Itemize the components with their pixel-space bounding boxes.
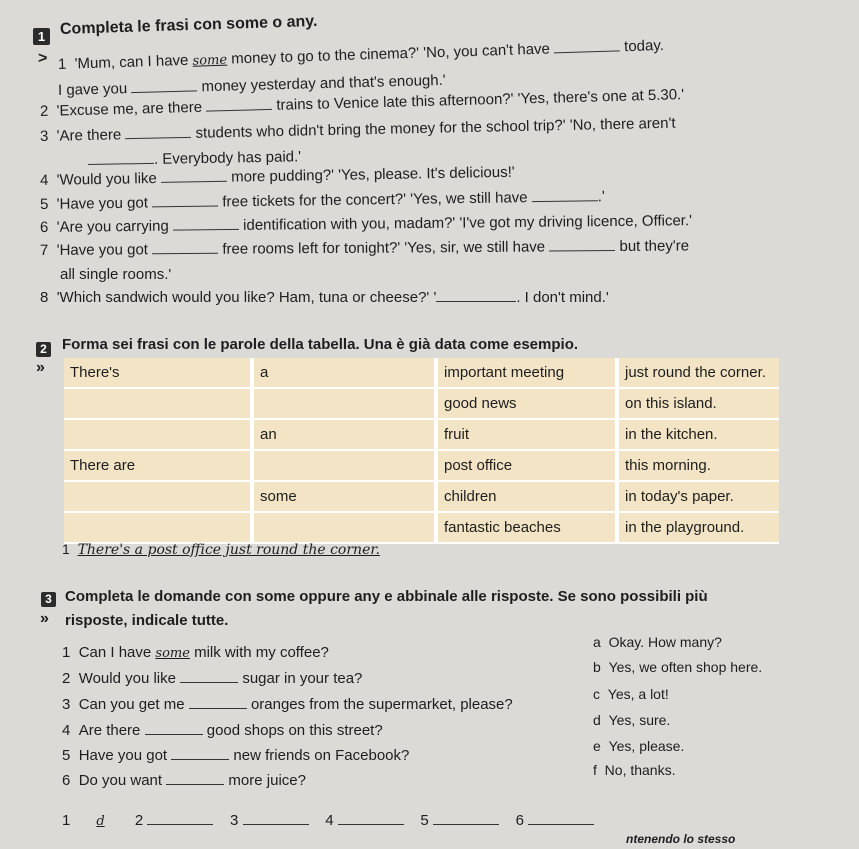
blank[interactable] <box>152 205 218 208</box>
table-row <box>64 513 779 544</box>
match-row: 1 d 2 3 4 5 6 <box>62 812 594 829</box>
question-3: 3 Can you get me oranges from the supermarket, please? <box>62 696 513 713</box>
blank[interactable] <box>528 823 594 825</box>
blank[interactable] <box>161 180 227 183</box>
table-cell <box>64 389 250 420</box>
table-cell <box>250 451 434 482</box>
exercise-1-title: Completa le frasi con some o any. <box>59 12 318 38</box>
blank[interactable] <box>125 136 191 139</box>
table-cell: a <box>250 358 434 389</box>
ex1-line-4: 4 'Would you like more pudding?' 'Yes, please. It's delicious!' <box>39 163 515 189</box>
blank[interactable] <box>206 108 272 112</box>
blank[interactable] <box>131 89 197 93</box>
blank[interactable] <box>147 823 213 825</box>
exercise-3-badge: 3 <box>41 592 56 607</box>
table-cell <box>64 482 250 513</box>
blank[interactable] <box>166 783 224 785</box>
table-cell <box>250 513 434 544</box>
ex1-line-5: 5 'Have you got free tickets for the concert?' 'Yes, we still have .' <box>39 188 605 213</box>
answer-e: e Yes, please. <box>593 738 685 754</box>
ex1-line-1: 1 'Mum, can I have some money to go to the cinema?' 'No, you can't have today. <box>57 36 665 73</box>
table-cell: good news <box>434 389 615 420</box>
blank[interactable] <box>189 707 247 709</box>
blank[interactable] <box>338 823 404 825</box>
blank[interactable] <box>88 162 154 165</box>
table-cell: this morning. <box>615 451 779 482</box>
blank[interactable] <box>152 252 218 254</box>
table-cell: There's <box>64 358 250 389</box>
blank[interactable] <box>180 681 238 683</box>
answer-a: a Okay. How many? <box>593 634 722 650</box>
exercise-1-badge: 1 <box>33 28 50 45</box>
table-cell: on this island. <box>615 389 779 420</box>
table-cell: some <box>250 482 434 513</box>
exercise-2-title: Forma sei frasi con le parole della tabella. Una è già data come esempio. <box>62 336 579 353</box>
question-4: 4 Are there good shops on this street? <box>62 722 383 739</box>
table-cell: important meeting <box>434 358 615 389</box>
ex1-line-2: 2 'Excuse me, are there trains to Venice late this afternoon?' 'Yes, there's one at 5.30.' <box>39 86 685 120</box>
exercise-3-arrow: » <box>40 610 49 627</box>
example-answer: 1 There's a post office just round the corner. <box>62 541 380 558</box>
table-cell <box>250 389 434 420</box>
question-2: 2 Would you like sugar in your tea? <box>62 670 363 687</box>
table-cell: post office <box>434 451 615 482</box>
exercise-3-title: Completa le domande con some oppure any e abbinale alle risposte. Se sono possibili più <box>65 588 708 605</box>
table-cell: fruit <box>434 420 615 451</box>
answer-b: b Yes, we often shop here. <box>593 659 763 675</box>
blank[interactable] <box>549 249 615 251</box>
table-cell <box>64 420 250 451</box>
table-cell: There are <box>64 451 250 482</box>
table-cell: an <box>250 420 434 451</box>
ex1-line-1b: I gave you money yesterday and that's enough.' <box>57 71 446 99</box>
table-cell: just round the corner. <box>615 358 779 389</box>
blank[interactable] <box>532 199 598 202</box>
word-table <box>64 358 779 544</box>
exercise-3-title-2: risposte, indicale tutte. <box>65 612 229 629</box>
question-6: 6 Do you want more juice? <box>62 772 306 789</box>
table-cell: in today's paper. <box>615 482 779 513</box>
table-cell: children <box>434 482 615 513</box>
table-row <box>64 420 779 451</box>
table-row <box>64 358 779 389</box>
table-cell: fantastic beaches <box>434 513 615 544</box>
table-row <box>64 389 779 420</box>
table-cell <box>64 513 250 544</box>
footer-note: ntenendo lo stesso <box>626 832 736 846</box>
table-row <box>64 451 779 482</box>
ex1-line-6: 6 'Are you carrying identification with you, madam?' 'I've got my driving licence, Officer.' <box>39 212 693 236</box>
table-cell: in the kitchen. <box>615 420 779 451</box>
blank[interactable] <box>554 49 620 53</box>
blank[interactable] <box>145 733 203 735</box>
ex1-line-3b: . Everybody has paid.' <box>88 148 301 169</box>
question-1: 1 Can I have some milk with my coffee? <box>62 644 329 661</box>
blank[interactable] <box>173 228 239 231</box>
ex1-line-7: 7 'Have you got free rooms left for tonight?' 'Yes, sir, we still have but they're <box>39 237 690 259</box>
blank[interactable] <box>243 823 309 825</box>
answer-d: d Yes, sure. <box>593 712 671 728</box>
exercise-2-arrow: » <box>36 359 45 376</box>
table-cell: in the playground. <box>615 513 779 544</box>
exercise-1-arrow: > <box>38 50 48 67</box>
question-5: 5 Have you got new friends on Facebook? <box>62 747 410 764</box>
blank[interactable] <box>433 823 499 825</box>
table-row <box>64 482 779 513</box>
blank[interactable] <box>171 758 229 760</box>
ex1-line-8: 8 'Which sandwich would you like? Ham, tuna or cheese?' ' . I don't mind.' <box>40 289 609 306</box>
ex1-line-3: 3 'Are there students who didn't bring the money for the school trip?' 'No, there aren't <box>39 114 676 145</box>
handwritten-answer: some <box>192 52 228 69</box>
answer-c: c Yes, a lot! <box>593 686 669 702</box>
ex1-line-7b: all single rooms.' <box>60 266 172 283</box>
exercise-2-badge: 2 <box>36 342 51 357</box>
blank[interactable] <box>436 300 516 302</box>
answer-f: f No, thanks. <box>593 762 676 778</box>
